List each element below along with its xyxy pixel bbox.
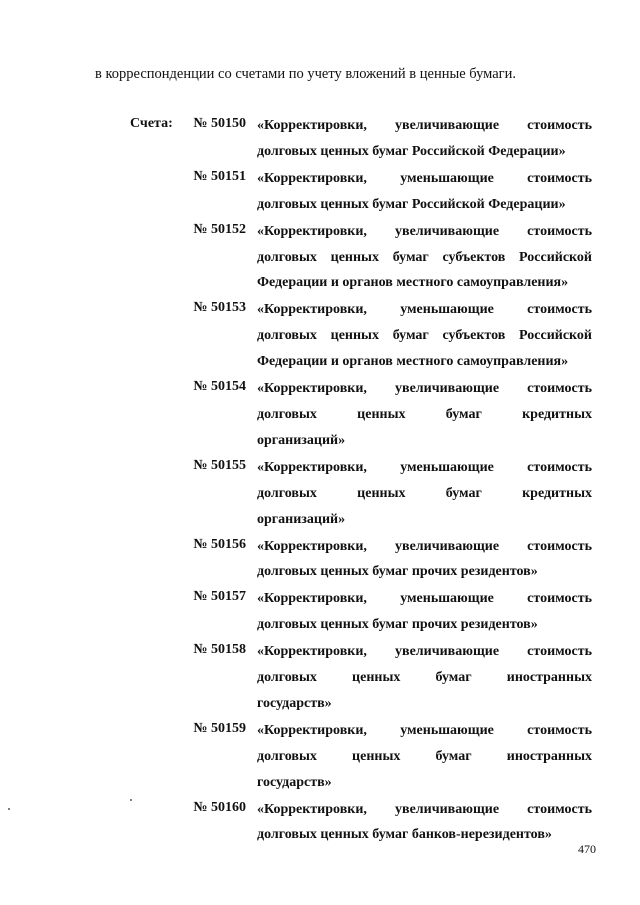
account-number: № 50156 [193,536,246,552]
account-number: № 50157 [193,589,246,605]
description-line: «Корректировки, увеличивающие стоимость [257,118,592,133]
description-line: «Корректировки, уменьшающие стоимость [257,459,592,475]
account-entry [0,376,640,454]
account-number: № 50151 [193,168,246,184]
description-line: «Корректировки, уменьшающие стоимость [257,302,592,318]
description-line: долговых ценных бумаг Российской Федерации» [257,196,566,212]
account-number: № 50153 [193,300,246,316]
description-line: Федерации и органов местного самоуправления» [257,354,569,370]
account-number: № 50154 [193,379,246,395]
account-description [257,113,592,165]
account-description [257,166,592,218]
account-entry [0,113,640,165]
page-number: 470 [578,842,596,856]
description-line: государств» [257,695,332,711]
description-line: долговых ценных бумаг Российской Федерации» [257,143,566,159]
scan-speck [8,808,10,810]
description-line: организаций» [257,511,346,527]
account-number: № 50152 [193,221,246,237]
description-line: «Корректировки, уменьшающие стоимость [257,722,592,738]
description-line: долговых ценных бумаг кредитных [257,485,592,501]
description-line: «Корректировки, уменьшающие стоимость [257,170,592,186]
scan-speck [130,799,132,801]
description-line: «Корректировки, увеличивающие стоимость [257,223,592,239]
description-line: организаций» [257,432,346,448]
description-line: государств» [257,774,332,790]
account-description [257,639,592,717]
account-number: № 50160 [193,799,246,815]
account-number: № 50150 [193,116,246,131]
account-description [257,586,592,638]
account-number: № 50158 [193,642,246,658]
account-entry [0,455,640,533]
account-description [257,534,592,586]
description-line: «Корректировки, увеличивающие стоимость [257,644,592,660]
description-line: долговых ценных бумаг прочих резидентов» [257,564,538,580]
accounts-label: Счета: [130,116,173,131]
description-line: долговых ценных бумаг субъектов Российской [257,249,592,265]
account-description [257,297,592,375]
account-entry [0,718,640,796]
description-line: долговых ценных бумаг прочих резидентов» [257,617,538,633]
account-description [257,376,592,454]
account-entry [0,166,640,218]
description-line: «Корректировки, увеличивающие стоимость [257,538,592,554]
description-line: «Корректировки, увеличивающие стоимость [257,801,592,817]
description-line: долговых ценных бумаг иностранных [257,670,592,686]
intro-paragraph: в корреспонденции со счетами по учету вложений в ценные бумаги. [95,66,517,82]
account-entry [0,297,640,375]
description-line: «Корректировки, увеличивающие стоимость [257,381,592,397]
account-entry [0,586,640,638]
account-entry [0,219,640,297]
account-entry [0,639,640,717]
description-line: «Корректировки, уменьшающие стоимость [257,591,592,607]
account-description [257,219,592,297]
description-line: долговых ценных бумаг кредитных [257,406,592,422]
account-number: № 50159 [193,720,246,736]
description-line: Федерации и органов местного самоуправления» [257,275,569,291]
description-line: долговых ценных бумаг банков-нерезидентов» [257,827,552,843]
description-line: долговых ценных бумаг иностранных [257,748,592,764]
account-description [257,797,592,849]
account-entry [0,534,640,586]
account-number: № 50155 [193,457,246,473]
account-description [257,718,592,796]
accounts-list [0,113,640,849]
account-description [257,455,592,533]
description-line: долговых ценных бумаг субъектов Российской [257,328,592,344]
account-entry [0,797,640,849]
